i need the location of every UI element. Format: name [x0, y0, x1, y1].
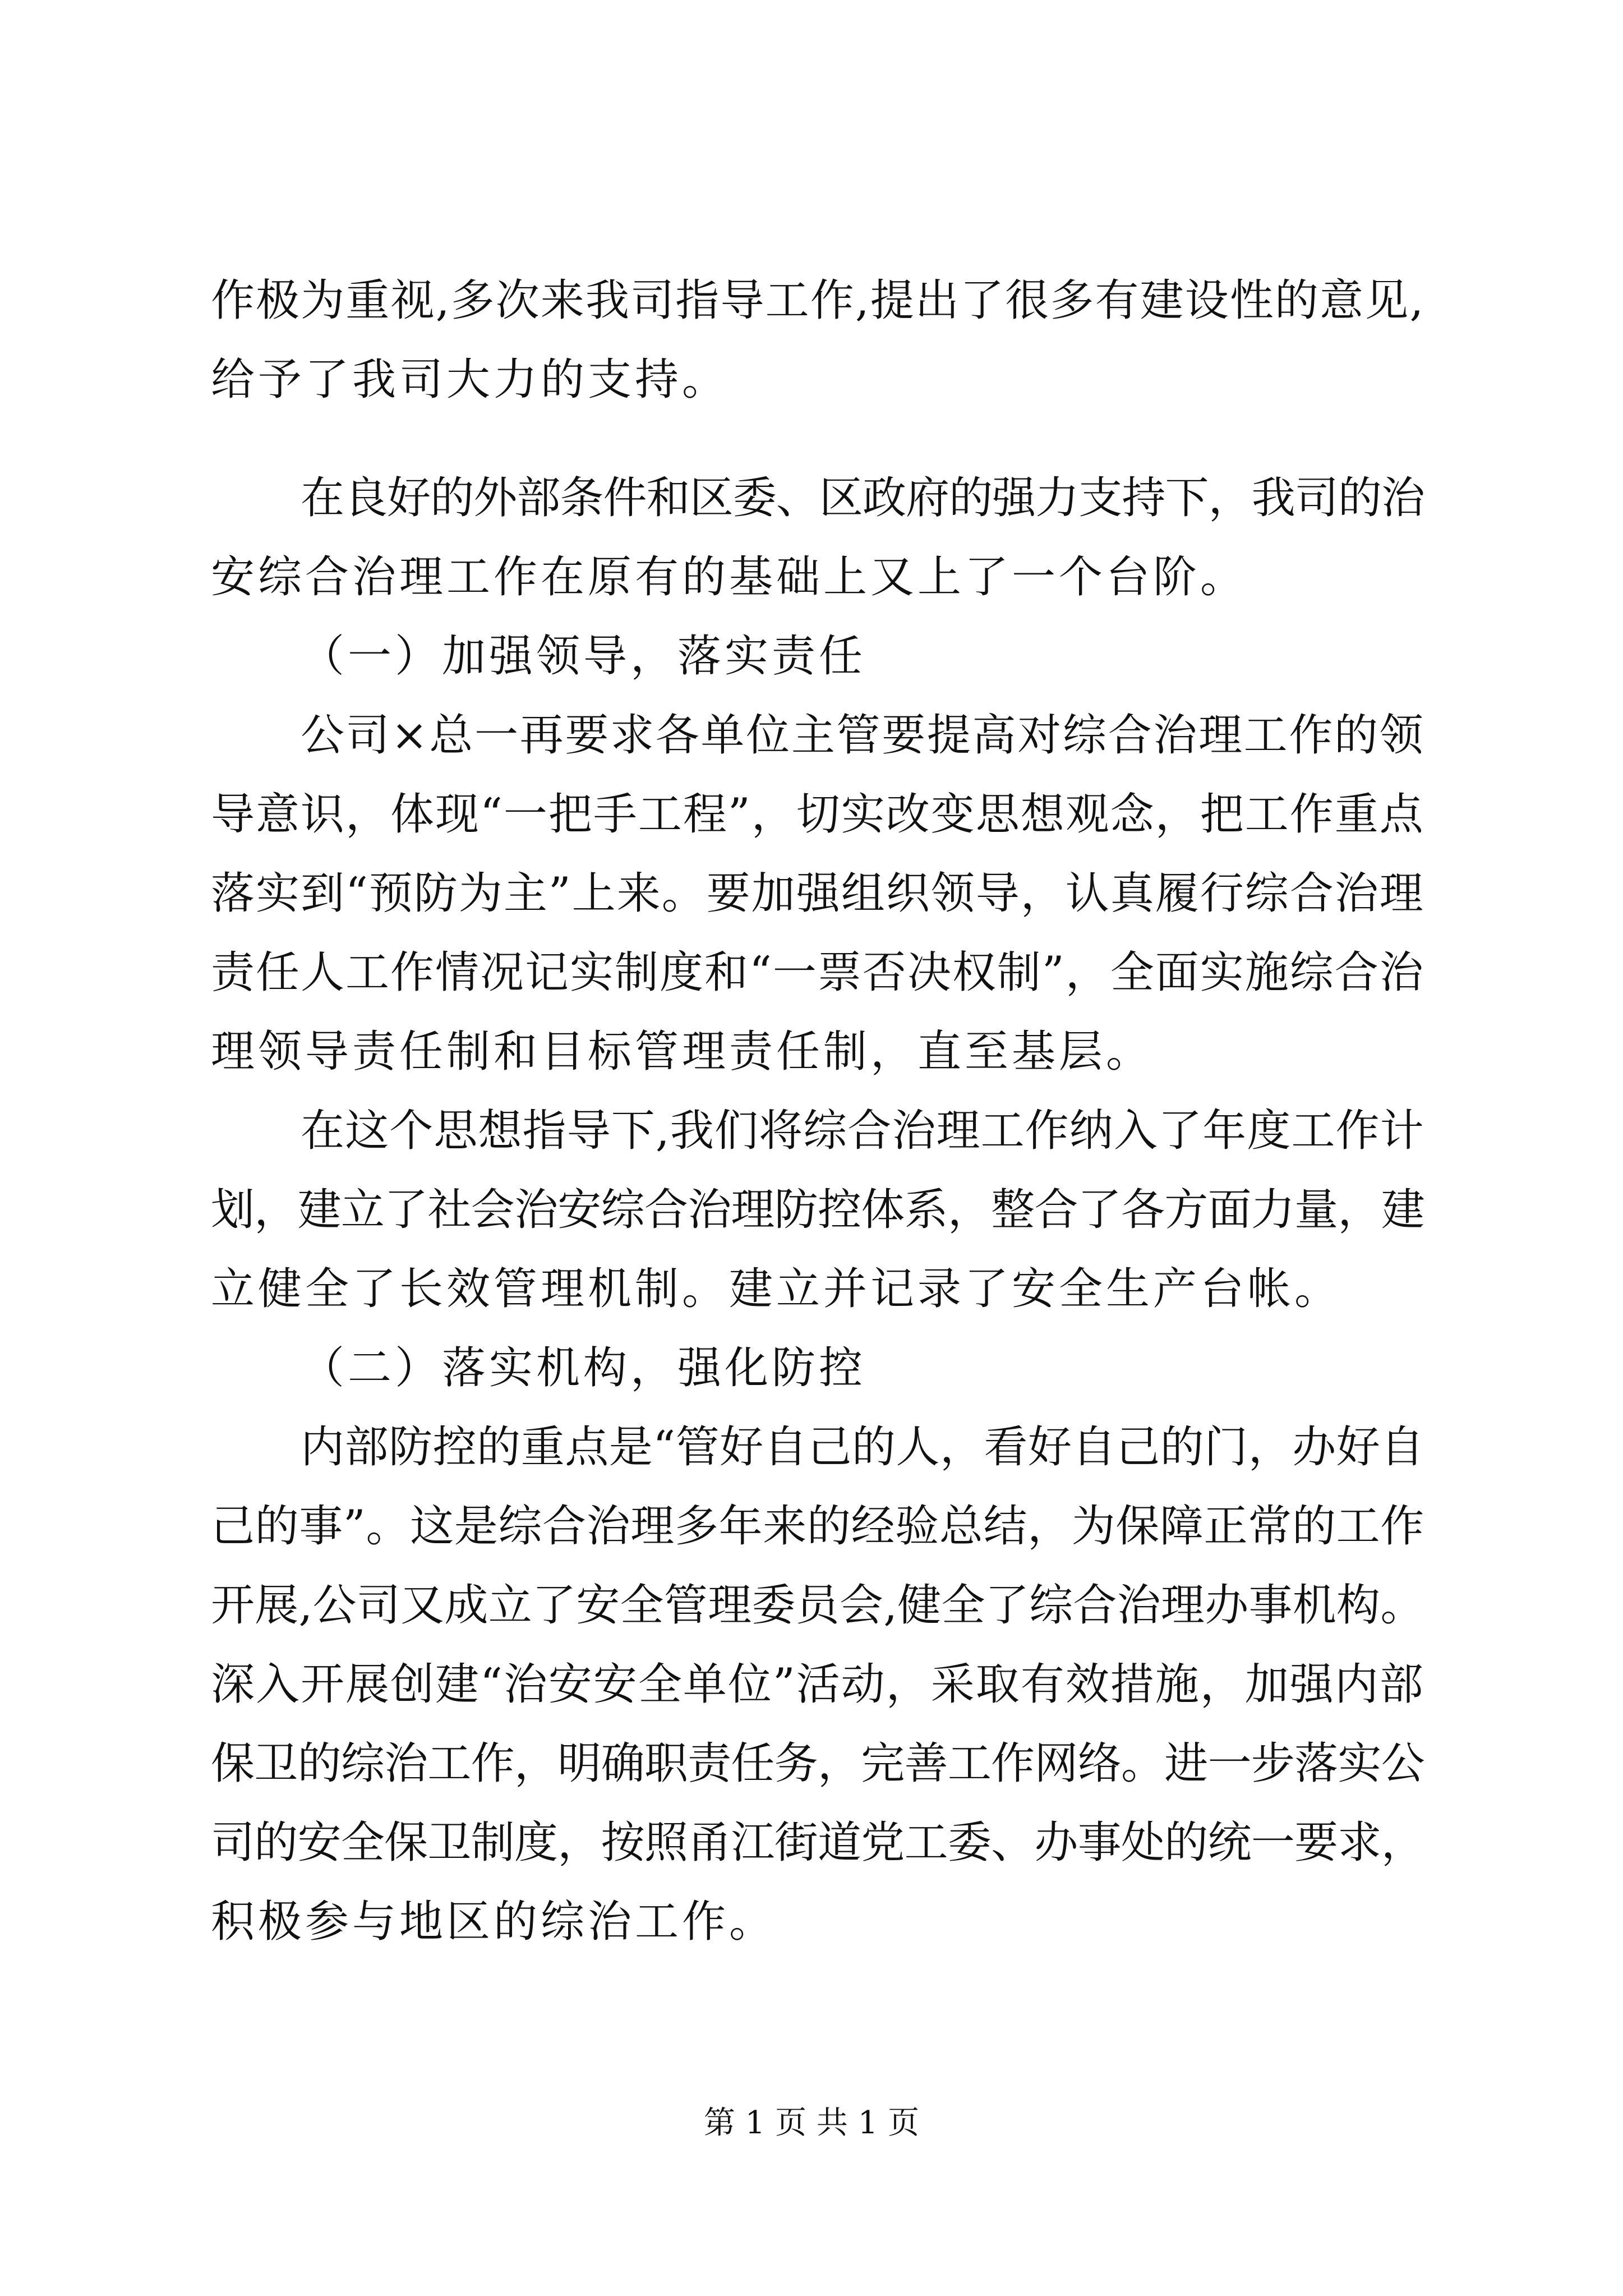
text-line: 划，建立了社会治安综合治理防控体系，整合了各方面力量，建 — [211, 1185, 1425, 1235]
text-line: 己的事”。这是综合治理多年来的经验总结，为保障正常的工作 — [211, 1501, 1424, 1552]
text-line: 责任人工作情况记实制度和“一票否决权制”，全面实施综合治 — [211, 947, 1424, 998]
text-line: 落实到“预防为主”上来。要加强组织领导，认真履行综合治理 — [211, 868, 1424, 919]
paragraph-first-line: 公司×总一再要求各单位主管要提高对综合治理工作的领 — [301, 710, 1425, 761]
text-line: 深入开展创建“治安安全单位”活动，采取有效措施，加强内部 — [211, 1659, 1424, 1710]
text-line: 开展,公司又成立了安全管理委员会,健全了综合治理办事机构。 — [211, 1580, 1424, 1631]
text-line: 司的安全保卫制度，按照甬江街道党工委、办事处的统一要求， — [211, 1818, 1425, 1868]
text-line: 立健全了长效管理机制。建立并记录了安全生产台帐。 — [211, 1264, 1342, 1314]
paragraph-first-line: 内部防控的重点是“管好自己的人，看好自己的门，办好自 — [301, 1422, 1424, 1473]
paragraph-first-line: 在良好的外部条件和区委、区政府的强力支持下，我司的治 — [301, 473, 1425, 523]
text-line: 保卫的综治工作，明确职责任务，完善工作网络。进一步落实公 — [211, 1738, 1425, 1789]
text-line: 积极参与地区的综治工作。 — [211, 1897, 777, 1947]
text-line: 作极为重视,多次来我司指导工作,提出了很多有建设性的意见, — [211, 275, 1425, 326]
text-line: 安综合治理工作在原有的基础上又上了一个台阶。 — [211, 552, 1248, 602]
section-heading-2: （二）落实机构，强化防控 — [301, 1343, 866, 1393]
text-line: 导意识，体现“一把手工程”，切实改变思想观念，把工作重点 — [211, 789, 1424, 840]
text-line: 理领导责任制和目标管理责任制，直至基层。 — [211, 1027, 1154, 1077]
section-heading-1: （一）加强领导，落实责任 — [301, 631, 866, 682]
paragraph-first-line: 在这个思想指导下,我们将综合治理工作纳入了年度工作计 — [301, 1106, 1424, 1156]
page-number-footer: 第 1 页 共 1 页 — [703, 2105, 920, 2141]
text-line: 给予了我司大力的支持。 — [211, 355, 730, 405]
